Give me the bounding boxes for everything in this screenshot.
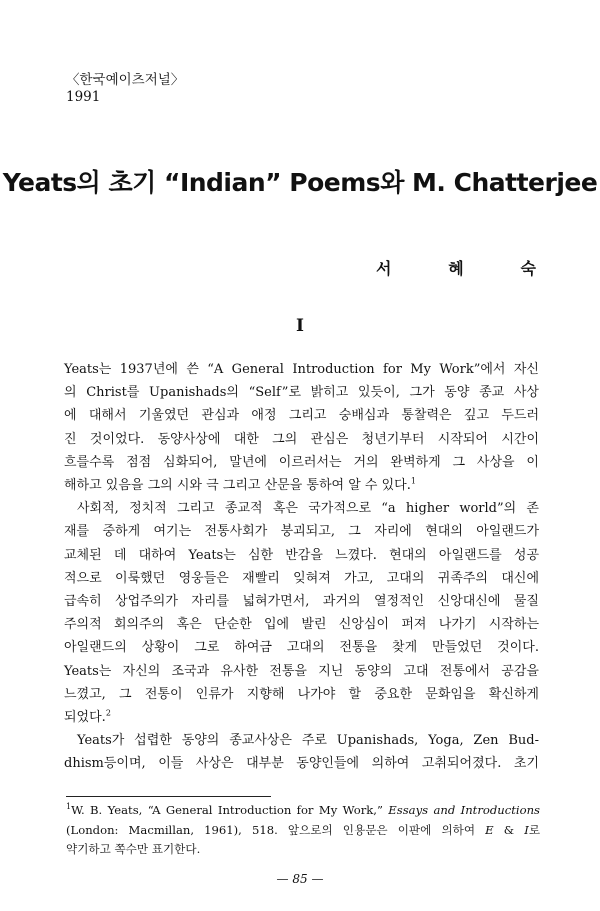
body-line — [64, 636, 539, 659]
footnote-text: & — [503, 822, 515, 837]
body-line-text: 급속히 상업주의가 자리를 넓혀가면서, 과거의 열정적인 신앙대신에 물질 — [64, 594, 539, 610]
body-line — [64, 706, 539, 729]
author-name — [376, 256, 536, 279]
body-line — [64, 729, 539, 752]
footnote-text: 로 — [528, 822, 541, 837]
body-line-text: 해하고 있음을 그의 시와 극 그리고 산문을 통하여 알 수 있다. — [64, 478, 411, 494]
body-line-text: 느꼈고, 그 전통이 인류가 지향해 나가야 할 중요한 문화임을 확신하게 — [64, 686, 539, 702]
body-line — [64, 660, 539, 683]
body-line-text: Yeats는 1937년에 쓴 “A General Introduction for My Work”에서 자신 — [64, 362, 539, 377]
footnote — [66, 801, 540, 860]
body-line-text: 사회적, 정치적 그리고 종교적 혹은 국가적으로 “a higher world”의 존 — [77, 501, 539, 517]
section-heading: I — [296, 316, 304, 336]
body-line-text: 흐를수록 점점 심화되어, 말년에 이르러서는 거의 완벽하게 그 사상을 이 — [64, 454, 539, 470]
body-line — [64, 683, 539, 706]
body-line-text: dhism등이며, 이들 사상은 대부분 동양인들에 의하여 고취되어졌다. 초기 — [64, 756, 539, 772]
footnote-line — [66, 821, 540, 841]
footnote-divider — [66, 796, 271, 797]
page-number: — 85 — — [276, 872, 324, 886]
footnote-abbr: E — [485, 822, 494, 837]
body-line-text: 재를 중하게 여기는 전통사회가 붕괴되고, 그 자리에 현대의 아일랜드가 — [64, 524, 539, 540]
journal-year: 1991 — [66, 89, 101, 105]
author-char: 숙 — [520, 259, 536, 278]
journal-name: 〈한국예이츠저널〉 — [66, 72, 185, 88]
body-line — [64, 404, 539, 427]
body-text — [64, 358, 539, 776]
body-line-text: 진 것이었다. 동양사상에 대한 그의 관심은 청년기부터 시작되어 시간이 — [64, 431, 539, 447]
footnote-marker: 1 — [66, 802, 72, 812]
body-line — [64, 520, 539, 543]
body-line — [64, 428, 539, 451]
footnote-line: 약기하고 쪽수만 표기한다. — [66, 842, 201, 856]
footnote-abbr: I — [524, 822, 529, 837]
body-line — [64, 474, 539, 497]
footnote-book-title: Essays and Introductions — [388, 803, 540, 817]
footnote-reference: 2 — [105, 708, 111, 718]
body-line — [64, 590, 539, 613]
body-line-text: 의 Christ를 Upanishads의 “Self”로 밝히고 있듯이, 그가 동양 종교 사상 — [64, 385, 539, 401]
author-char: 서 — [376, 259, 392, 278]
body-line-text: Yeats는 자신의 조국과 유사한 전통을 지닌 동양의 고대 전통에서 공감을 — [64, 663, 539, 679]
body-line — [64, 381, 539, 404]
author-char: 혜 — [448, 259, 464, 278]
body-line — [64, 544, 539, 567]
body-line — [64, 451, 539, 474]
body-line — [64, 613, 539, 636]
body-line-text: 에 대해서 기울였던 관심과 애정 그리고 숭배심과 통찰력은 깊고 두드러 — [64, 408, 539, 424]
footnote-text: (London: Macmillan, 1961), 518. 앞으로의 인용문은 이판에 의하여 — [66, 822, 476, 837]
footnote-line — [66, 801, 540, 821]
body-line — [64, 752, 539, 775]
footnote-text: W. B. Yeats, “A General Introduction for My Work,” — [71, 803, 383, 817]
body-line-text: 교체된 데 대하여 Yeats는 심한 반감을 느꼈다. 현대의 아일랜드를 성공 — [64, 547, 539, 563]
journal-header — [66, 72, 184, 106]
article-title: Yeats의 초기 “Indian” Poems와 M. Chatterjee — [2, 168, 598, 197]
body-line-text: 아일랜드의 상황이 그로 하여금 고대의 전통을 찾게 만들었던 것이다. — [64, 640, 539, 656]
body-line-text: 주의적 회의주의 혹은 단순한 입에 발린 신앙심이 퍼져 나가기 시작하는 — [64, 617, 539, 633]
body-line-text: 되었다. — [64, 710, 106, 726]
body-line — [64, 497, 539, 520]
body-line-text: Yeats가 섭렵한 동양의 종교사상은 주로 Upanishads, Yoga, Zen Bud- — [77, 733, 539, 749]
body-line-text: 적으로 이룩했던 영웅들은 재빨리 잊혀져 가고, 고대의 귀족주의 대신에 — [64, 570, 539, 586]
body-line — [64, 567, 539, 590]
body-line — [64, 358, 539, 381]
footnote-reference: 1 — [410, 476, 416, 486]
